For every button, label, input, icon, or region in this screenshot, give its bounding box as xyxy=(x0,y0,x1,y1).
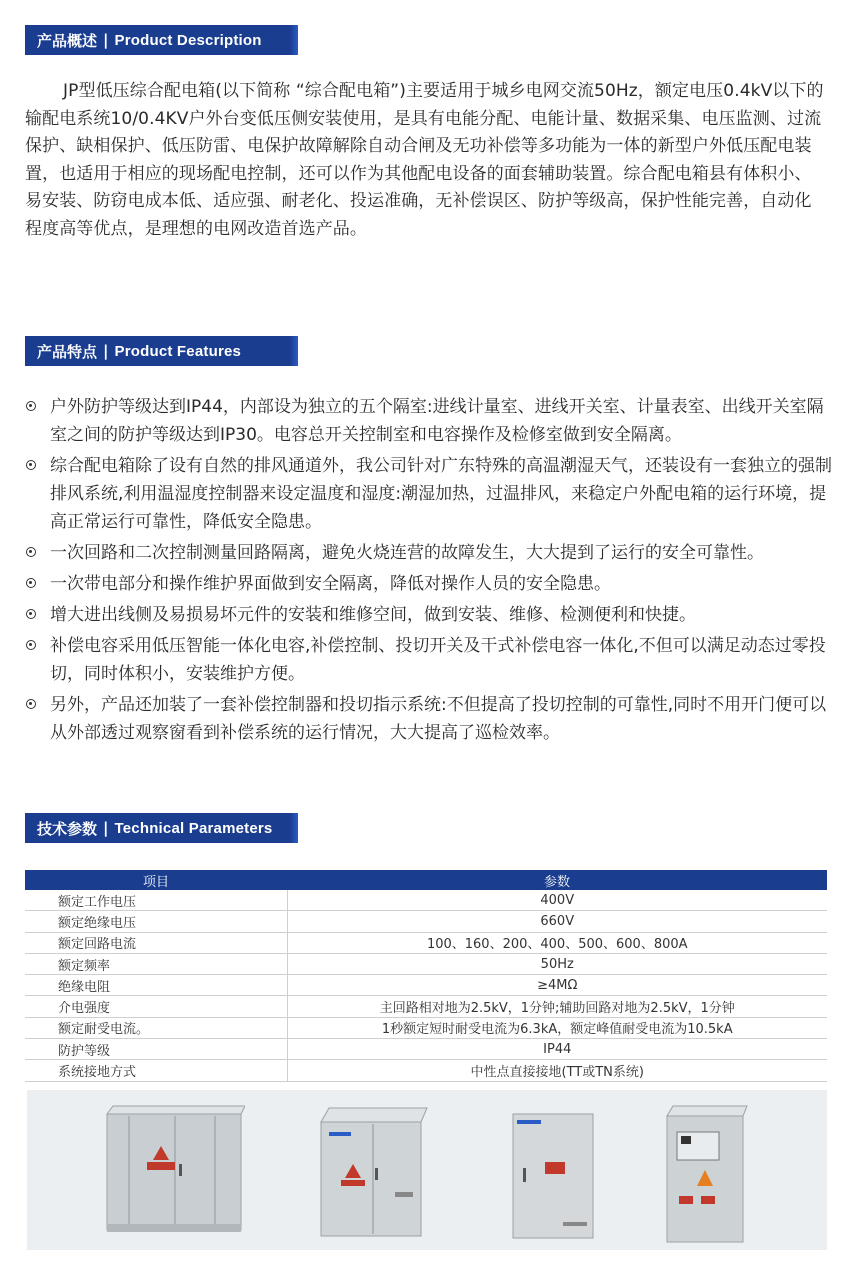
table-cell-item: 介电强度 xyxy=(25,996,287,1017)
cabinet-single-image xyxy=(505,1110,597,1242)
product-description-text: JP型低压综合配电箱(以下简称 “综合配电箱”)主要适用于城乡电网交流50Hz，额定电压0.4kV以下的输配电系统10/0.4KV户外台变低压侧安装使用，是具有电能分配、电能计量、数据采集、电压监测、过流保护、缺相保护、低压防雷、电保护故障解除自动合闸及无功补偿等多功能为一体的新型户外低压配电装置，也适用于相应的现场配电控制，还可以作为其他配电设备的面套辅助装置。综合配电箱县有体积小、易安装、防窃电成本低、适应强、耐老化、投运准确，无补偿误区、防护等级高，保护性能完善，自动化程度高等优点，是理想的电网改造首选产品。 xyxy=(25,81,824,239)
feature-text: 补偿电容采用低压智能一体化电容,补偿控制、投切开关及干式补偿电容一体化,不但可以满足动态过零投切，同时体积小，安装维护方便。 xyxy=(50,636,826,684)
table-cell-item: 额定耐受电流。 xyxy=(25,1017,287,1038)
section-header-parameters xyxy=(25,813,298,843)
table-cell-item: 额定频率 xyxy=(25,953,287,974)
table-cell-value: 660V xyxy=(287,911,827,932)
table-cell-value: ≥4MΩ xyxy=(287,975,827,996)
section-title-cn: 技术参数 xyxy=(37,819,98,838)
table-cell-value: 1秒额定短时耐受电流为6.3kA，额定峰值耐受电流为10.5kA xyxy=(287,1017,827,1038)
feature-item xyxy=(25,452,833,536)
table-cell-item: 系统接地方式 xyxy=(25,1060,287,1081)
table-cell-item: 额定工作电压 xyxy=(25,890,287,911)
section-title-separator: | xyxy=(103,342,109,360)
section-title-en: Technical Parameters xyxy=(114,819,273,837)
feature-text: 另外，产品还加装了一套补偿控制器和投切指示系统:不但提高了投切控制的可靠性,同时不用开门便可以从外部透过观察窗看到补偿系统的运行情况，大大提高了巡检效率。 xyxy=(50,695,827,743)
section-header-description xyxy=(25,25,298,55)
feature-text: 增大进出线侧及易损易坏元件的安装和维修空间，做到安装、维修、检测便利和快捷。 xyxy=(50,605,696,625)
table-header-value: 参数 xyxy=(287,870,827,890)
bullet-icon xyxy=(26,547,36,557)
section-header-features xyxy=(25,336,298,366)
table-cell-item: 防护等级 xyxy=(25,1039,287,1060)
feature-item xyxy=(25,539,833,567)
section-title-en: Product Features xyxy=(114,342,242,360)
section-title-separator: | xyxy=(103,819,109,837)
feature-item xyxy=(25,601,833,629)
table-row xyxy=(25,1017,827,1038)
table-header-row xyxy=(25,870,827,890)
table-header-item: 项目 xyxy=(25,870,287,890)
cabinet-tall-image xyxy=(663,1104,753,1246)
bullet-icon xyxy=(26,699,36,709)
table-cell-item: 额定回路电流 xyxy=(25,932,287,953)
bullet-icon xyxy=(26,578,36,588)
table-row xyxy=(25,890,827,911)
bullet-icon xyxy=(26,460,36,470)
section-title-cn: 产品概述 xyxy=(37,31,98,50)
bullet-icon xyxy=(26,401,36,411)
table-row xyxy=(25,975,827,996)
bullet-icon xyxy=(26,609,36,619)
feature-item xyxy=(25,570,833,598)
section-title-cn: 产品特点 xyxy=(37,342,98,361)
table-cell-item: 绝缘电阻 xyxy=(25,975,287,996)
table-cell-value: 中性点直接接地(TT或TN系统) xyxy=(287,1060,827,1081)
feature-item xyxy=(25,632,833,688)
section-title-separator: | xyxy=(103,31,109,49)
section-title-en: Product Description xyxy=(114,31,262,49)
table-row xyxy=(25,1039,827,1060)
table-row xyxy=(25,911,827,932)
table-cell-value: 50Hz xyxy=(287,953,827,974)
feature-item xyxy=(25,691,833,747)
product-photo-strip xyxy=(27,1090,827,1250)
table-row xyxy=(25,996,827,1017)
table-row xyxy=(25,953,827,974)
feature-text: 综合配电箱除了设有自然的排风通道外，我公司针对广东特殊的高温潮湿天气，还装设有一套独立的强制排风系统,利用温湿度控制器来设定温度和湿度:潮湿加热，过温排风，来稳定户外配电箱的运行环境，提高正常运行可靠性，降低安全隐患。 xyxy=(50,456,832,532)
cabinet-wide-image xyxy=(105,1104,245,1236)
feature-text: 一次带电部分和操作维护界面做到安全隔离，降低对操作人员的安全隐患。 xyxy=(50,574,611,594)
table-cell-value: 主回路相对地为2.5kV，1分钟;辅助回路对地为2.5kV，1分钟 xyxy=(287,996,827,1017)
table-cell-value: 100、160、200、400、500、600、800A xyxy=(287,932,827,953)
feature-text: 一次回路和二次控制测量回路隔离，避免火烧连营的故障发生，大大提到了运行的安全可靠性。 xyxy=(50,543,764,563)
table-cell-item: 额定绝缘电压 xyxy=(25,911,287,932)
feature-list xyxy=(25,393,833,750)
table-cell-value: IP44 xyxy=(287,1039,827,1060)
table-row xyxy=(25,932,827,953)
feature-text: 户外防护等级达到IP44，内部设为独立的五个隔室:进线计量室、进线开关室、计量表室、出线开关室隔室之间的防护等级达到IP30。电容总开关控制室和电容操作及检修室做到安全隔离。 xyxy=(50,397,824,445)
parameters-table xyxy=(25,870,827,1082)
cabinet-medium-image xyxy=(315,1104,435,1242)
feature-item xyxy=(25,393,833,449)
bullet-icon xyxy=(26,640,36,650)
table-cell-value: 400V xyxy=(287,890,827,911)
table-row xyxy=(25,1060,827,1081)
